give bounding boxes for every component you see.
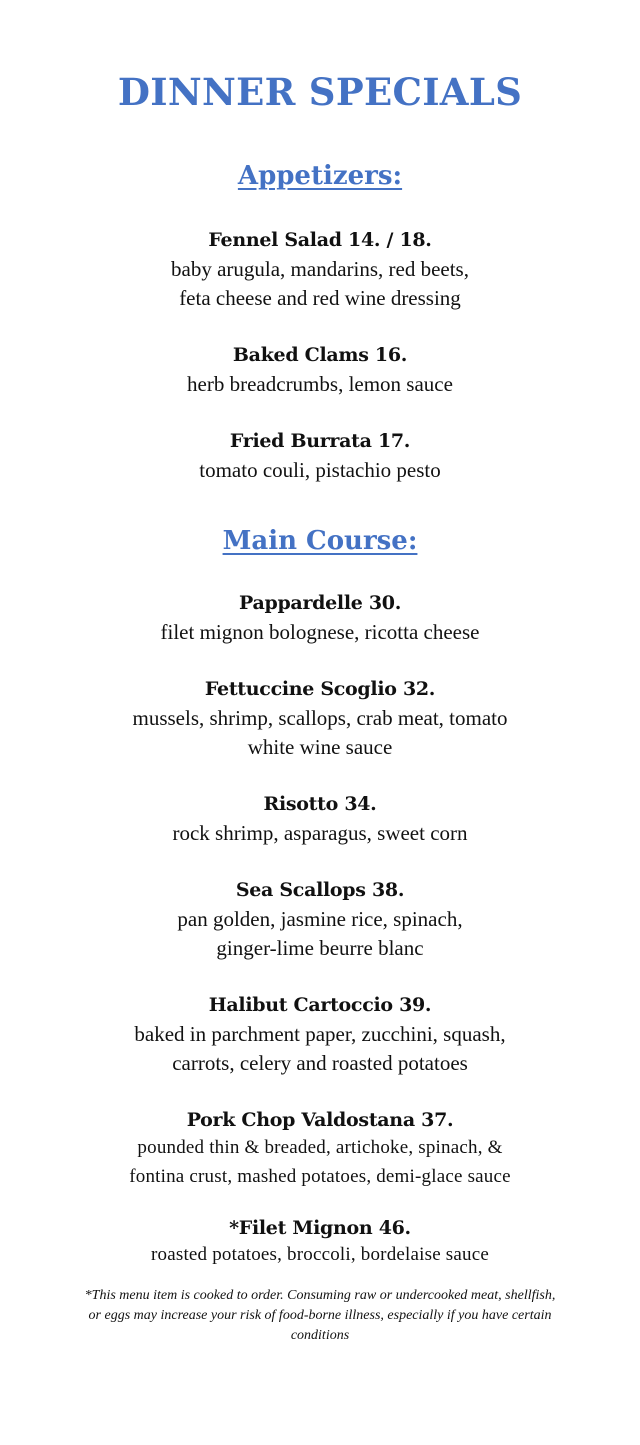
menu-item-description: fontina crust, mashed potatoes, demi-glace sauce xyxy=(129,1166,511,1187)
menu-item-name: Sea Scallops 38. xyxy=(235,879,405,901)
menu-item-description: feta cheese and red wine dressing xyxy=(179,286,461,310)
menu-item-name: Pork Chop Valdostana 37. xyxy=(186,1109,454,1131)
menu-item-description: rock shrimp, asparagus, sweet corn xyxy=(172,821,468,845)
menu-item-description: pounded thin & breaded, artichoke, spinach, & xyxy=(137,1137,503,1158)
menu-item-description: tomato couli, pistachio pesto xyxy=(199,458,441,482)
main-course-heading: Main Course: xyxy=(222,526,418,556)
menu-item-description: pan golden, jasmine rice, spinach, xyxy=(177,907,463,931)
menu-item-name: Fried Burrata 17. xyxy=(229,430,411,452)
menu-item-description: roasted potatoes, broccoli, bordelaise sauce xyxy=(150,1244,489,1265)
menu-item-name: Baked Clams 16. xyxy=(232,344,408,366)
menu-item-name: Halibut Cartoccio 39. xyxy=(208,994,432,1016)
menu-item-name: Pappardelle 30. xyxy=(238,592,402,614)
menu-item-name: *Filet Mignon 46. xyxy=(229,1217,411,1239)
menu-item-description: herb breadcrumbs, lemon sauce xyxy=(187,372,453,396)
menu-item-description: carrots, celery and roasted potatoes xyxy=(172,1051,468,1075)
menu-item-name: Fennel Salad 14. / 18. xyxy=(208,229,432,251)
menu-item-name: Risotto 34. xyxy=(263,793,377,815)
menu-item-description: baked in parchment paper, zucchini, squash, xyxy=(134,1022,506,1046)
menu-item-name: Fettuccine Scoglio 32. xyxy=(204,678,436,700)
menu-item-description: baby arugula, mandarins, red beets, xyxy=(171,257,469,281)
menu-item-description: mussels, shrimp, scallops, crab meat, tomato xyxy=(132,706,508,730)
menu-item-description: filet mignon bolognese, ricotta cheese xyxy=(160,620,480,644)
menu-item-description: white wine sauce xyxy=(247,735,393,759)
appetizers-heading: Appetizers: xyxy=(237,161,403,191)
raw-food-disclaimer: *This menu item is cooked to order. Consuming raw or undercooked meat, shellfish, or eggs may increase your risk of food-borne illness, especially if you have certain conditions xyxy=(84,1288,556,1343)
menu-item-description: ginger-lime beurre blanc xyxy=(216,936,424,960)
menu-title: DINNER SPECIALS xyxy=(117,70,523,114)
